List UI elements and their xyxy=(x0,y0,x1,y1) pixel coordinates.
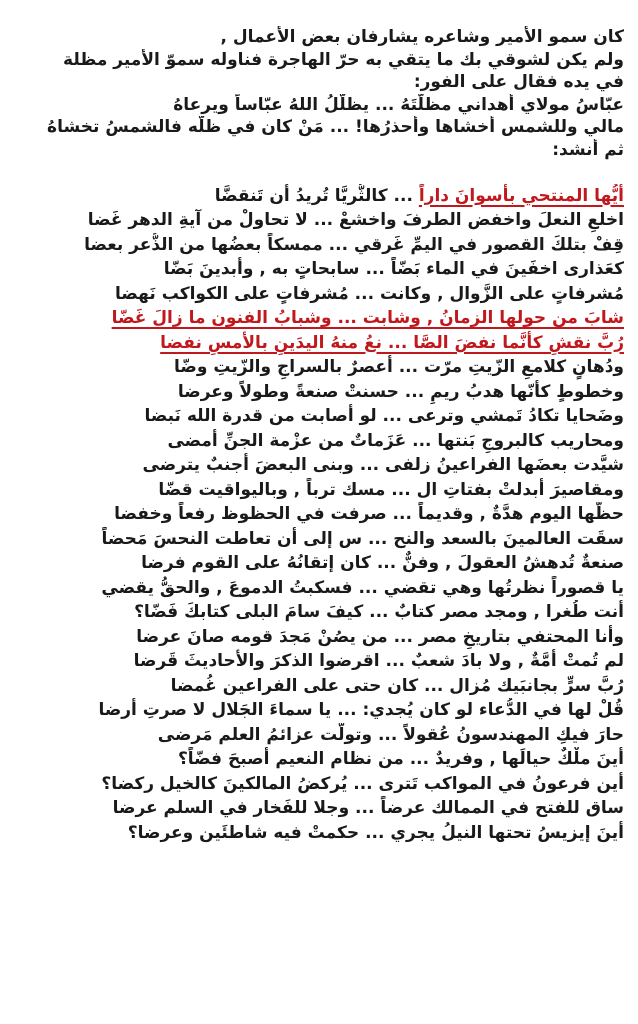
intro-paragraph xyxy=(14,26,624,162)
verse-text: اخلعِ النعلَ واخفض الطرفَ واخشعْ ... لا تحاولْ من آيةِ الدهر غَضا xyxy=(87,210,624,231)
intro-line: في يده فقال على الفور: xyxy=(413,72,624,93)
intro-line: ولم يكن لشوقي بك ما يتقي به حرّ الهاجرة فناوله سموّ الأمير مظلة xyxy=(63,49,624,70)
verse-text: ودُهانٍ كلامعِ الزّيتِ مرّت ... أعصرٌ بالسراجِ والزّيتِ وضّا xyxy=(174,357,624,378)
poem-line xyxy=(14,282,624,307)
verse-text: أين فرعونُ في المواكب تَترى ... يُركضُ المالكينَ كالخيل ركضا؟ xyxy=(101,773,624,794)
verse-text: أينَ إيزيسُ تحتها النيلُ يجري ... حكمتْ فيه شاطئَين وعرضا؟ xyxy=(127,822,624,843)
verse-text: لم تُمتْ أمَّةٌ , ولا بادَ شعبٌ ... اقرضوا الذكرَ والأحاديثَ قَرضا xyxy=(133,651,624,672)
verse-text: صنعةٌ تُدهشُ العقولَ , وفنٌّ ... كان إتقانُهُ على القوم فرضا xyxy=(141,553,624,574)
verse-text: ومقاصيرَ أبدلتْ بفتاتِ ال ... مسك ترباً , وباليواقيت قضّا xyxy=(158,479,624,500)
highlighted-verse-text: أيُّها المنتحي بأسوانَ داراً xyxy=(418,185,624,206)
poem-line xyxy=(14,649,624,674)
verse-text: وخطوطٍ كأنّها هدبُ ريمٍ ... حسنتْ صنعةً وطولاً وعرضا xyxy=(177,381,624,402)
verse-text: قِفْ بتلكَ القصور في اليمِّ غَرقي ... ممسكاً بعضُها من الذُّعر بعضا xyxy=(84,234,624,255)
verse-text: شيَّدت بعضَها الفراعينُ زلفى ... وبنى البعضَ أجنبٌ يترضى xyxy=(142,455,624,476)
verse-text: حظُّها اليوم هدَّةٌ , وقديماً ... صرفت في الحظوظ رفعاً وخفضا xyxy=(114,504,624,525)
intro-line: ثم أنشد: xyxy=(552,139,624,160)
verse-text: ومحاريب كالبروجِ بَنتها ... عَزَماتٌ من عزْمة الجنِّ أمضى xyxy=(167,430,624,451)
poem-line xyxy=(14,796,624,821)
poem-line xyxy=(14,380,624,405)
paragraph-gap xyxy=(14,162,624,184)
poem-line xyxy=(14,747,624,772)
poem-line xyxy=(14,478,624,503)
poem-line xyxy=(14,551,624,576)
poem-line xyxy=(14,625,624,650)
verse-text: أنت طُغرا , ومجد مصر كتابٌ ... كيفَ سامَ البلى كتابكَ فَضّا؟ xyxy=(134,602,624,623)
poem-line xyxy=(14,257,624,282)
poem-line xyxy=(14,723,624,748)
verse-text: حارَ فيكِ المهندسونُ عُقولاً ... وتولَّت عزائمُ العلم مَرضى xyxy=(157,724,624,745)
poem-line xyxy=(14,233,624,258)
poem-line xyxy=(14,772,624,797)
verse-text: وضَحايا تكادُ تَمشي وترعى ... لو أصابت من قدرة الله نَبضا xyxy=(144,406,624,427)
poem-line xyxy=(14,208,624,233)
poem-line xyxy=(14,600,624,625)
poem-line xyxy=(14,355,624,380)
poem-line xyxy=(14,527,624,552)
poem-line xyxy=(14,306,624,331)
verse-text: كعَذارى اخفَينَ في الماء بَضّاً ... سابحاتٍ به , وأبدينَ بَضّا xyxy=(163,259,624,280)
highlighted-verse-text: رُبَّ نقشٍ كأنَّما نفضَ الصَّا ... نعُ منهُ اليدَينِ بالأمسِ نفضا xyxy=(160,332,624,353)
poem-line xyxy=(14,184,624,209)
intro-line: كان سمو الأمير وشاعره يشارفان بعض الأعمال , xyxy=(220,27,624,47)
poem-line xyxy=(14,331,624,356)
verse-text: مُشرفاتٍ على الزَّوال , وكانت ... مُشرفاتٍ على الكواكب نَهضا xyxy=(115,283,624,304)
verse-text: سقَت العالمينَ بالسعد والنح ... س إلى أن تعاطت النحسَ مَحضاً xyxy=(101,528,624,549)
intro-verse-line: مالي وللشمس أخشاها وأحذرُها! ... مَنْ كان في ظلّه فالشمسُ تخشاهُ xyxy=(47,117,624,138)
poem-line xyxy=(14,576,624,601)
verse-text: أينَ ملْكٌ حيالَها , وفريدٌ ... من نظام النعيم أصبحَ فضّاً؟ xyxy=(177,749,624,770)
poem-line xyxy=(14,429,624,454)
poem-line xyxy=(14,698,624,723)
verse-text: وأنا المحتفي بتاريخِ مصر ... من يصُنْ مَجدَ قومه صانَ عرضا xyxy=(136,626,624,647)
intro-verse-line: عبّاسُ مولاي أهداني مظلّتَهُ ... يظلّلُ اللهُ عبّاساً ويرعاهُ xyxy=(173,94,624,115)
verse-text: ... كالثُّريَّا تُريدُ أن تَنقضَّا xyxy=(214,185,419,206)
verse-text: قُلْ لها في الدُّعاء لو كان يُجدي: ... يا سماءَ الجَلال لا صرتِ أرضا xyxy=(98,700,624,721)
poem-body xyxy=(14,184,624,846)
poem-line xyxy=(14,404,624,429)
verse-text: يا قصوراً نظرتُها وهي تقضي ... فسكبتُ الدموعَ , والحقُّ يقضي xyxy=(101,577,624,598)
verse-text: رُبَّ سرٍّ بجانبَيك مُزال ... كان حتى على الفراعين غُمضا xyxy=(170,675,624,696)
verse-text: ساق للفتح في الممالك عرضاً ... وجلا للفَخار في السلم عرضا xyxy=(112,798,624,819)
poem-line xyxy=(14,821,624,846)
poem-line xyxy=(14,453,624,478)
poem-line xyxy=(14,502,624,527)
highlighted-verse-text: شابَ من حولها الزمانُ , وشابت ... وشبابُ الفنون ما زالَ غَضّا xyxy=(111,308,624,329)
poem-line xyxy=(14,674,624,699)
